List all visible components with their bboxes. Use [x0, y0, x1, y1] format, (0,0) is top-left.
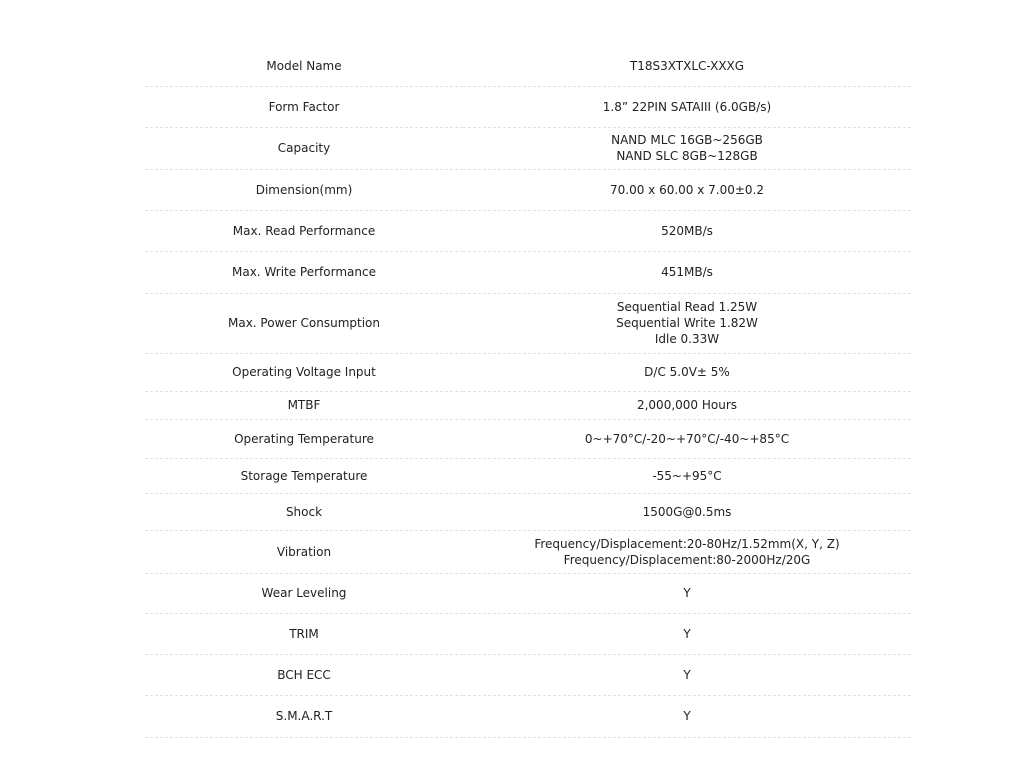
spec-value-line: 451MB/s — [661, 265, 713, 279]
spec-row — [145, 654, 911, 695]
spec-value-line: Y — [683, 586, 691, 600]
spec-value-line: 2,000,000 Hours — [636, 398, 738, 412]
spec-label: TRIM — [145, 613, 463, 654]
spec-value-line: 0~+70°C/-20~+70°C/-40~+85°C — [584, 431, 790, 446]
spec-table — [145, 46, 911, 738]
spec-label: S.M.A.R.T — [145, 695, 463, 737]
spec-row — [145, 573, 911, 613]
spec-row — [145, 695, 911, 737]
spec-label: Vibration — [145, 530, 463, 573]
spec-row — [145, 493, 911, 530]
spec-label: MTBF — [145, 391, 463, 419]
spec-label: Dimension(mm) — [145, 169, 463, 210]
spec-label: Capacity — [145, 127, 463, 169]
spec-value — [463, 530, 911, 573]
spec-value-line: T18S3XTXLC-XXXG — [629, 58, 745, 73]
spec-label: Operating Temperature — [145, 419, 463, 458]
spec-row — [145, 613, 911, 654]
spec-row — [145, 210, 911, 251]
spec-value — [463, 391, 911, 419]
spec-value-line: Y — [683, 626, 691, 641]
spec-row — [145, 353, 911, 391]
spec-value — [463, 493, 911, 530]
spec-value — [463, 86, 911, 127]
spec-row — [145, 419, 911, 458]
spec-label: Model Name — [145, 46, 463, 86]
spec-value-line: Sequential Read 1.25W — [616, 300, 758, 314]
spec-label: Max. Read Performance — [145, 210, 463, 251]
spec-table-body — [145, 46, 911, 737]
spec-row — [145, 46, 911, 86]
spec-value — [463, 654, 911, 695]
spec-value-line: Y — [683, 667, 691, 682]
spec-value-line: -55~+95°C — [652, 468, 722, 483]
spec-value-line: NAND SLC 8GB~128GB — [616, 149, 758, 163]
spec-row — [145, 86, 911, 127]
spec-value — [463, 293, 911, 353]
spec-row — [145, 530, 911, 573]
spec-row — [145, 293, 911, 353]
spec-value-line: Y — [683, 709, 691, 723]
spec-value — [463, 353, 911, 391]
spec-value-line: 1.8” 22PIN SATAIII (6.0GB/s) — [602, 99, 772, 114]
spec-value — [463, 573, 911, 613]
spec-label: BCH ECC — [145, 654, 463, 695]
spec-value — [463, 169, 911, 210]
spec-label: Max. Power Consumption — [145, 293, 463, 353]
spec-value — [463, 613, 911, 654]
spec-value — [463, 419, 911, 458]
spec-value — [463, 695, 911, 737]
spec-value-line: D/C 5.0V± 5% — [644, 365, 730, 379]
spec-value-line: Sequential Write 1.82W — [616, 316, 758, 330]
spec-row — [145, 169, 911, 210]
spec-label: Wear Leveling — [145, 573, 463, 613]
spec-value — [463, 251, 911, 293]
spec-row — [145, 458, 911, 493]
spec-row — [145, 391, 911, 419]
spec-label: Shock — [145, 493, 463, 530]
spec-value — [463, 46, 911, 86]
spec-value-line: 520MB/s — [661, 223, 713, 238]
spec-value-line: Frequency/Displacement:20-80Hz/1.52mm(X, Y, Z) — [534, 536, 840, 551]
spec-row — [145, 127, 911, 169]
spec-value-line: 70.00 x 60.00 x 7.00±0.2 — [609, 182, 765, 197]
spec-value — [463, 458, 911, 493]
spec-value-line: NAND MLC 16GB~256GB — [611, 133, 763, 147]
spec-value-line: Idle 0.33W — [654, 332, 720, 346]
spec-label: Operating Voltage Input — [145, 353, 463, 391]
spec-value — [463, 127, 911, 169]
spec-value — [463, 210, 911, 251]
spec-value-line: 1500G@0.5ms — [642, 504, 732, 519]
spec-label: Form Factor — [145, 86, 463, 127]
spec-label: Storage Temperature — [145, 458, 463, 493]
spec-row — [145, 251, 911, 293]
spec-value-line: Frequency/Displacement:80-2000Hz/20G — [563, 552, 811, 567]
spec-label: Max. Write Performance — [145, 251, 463, 293]
